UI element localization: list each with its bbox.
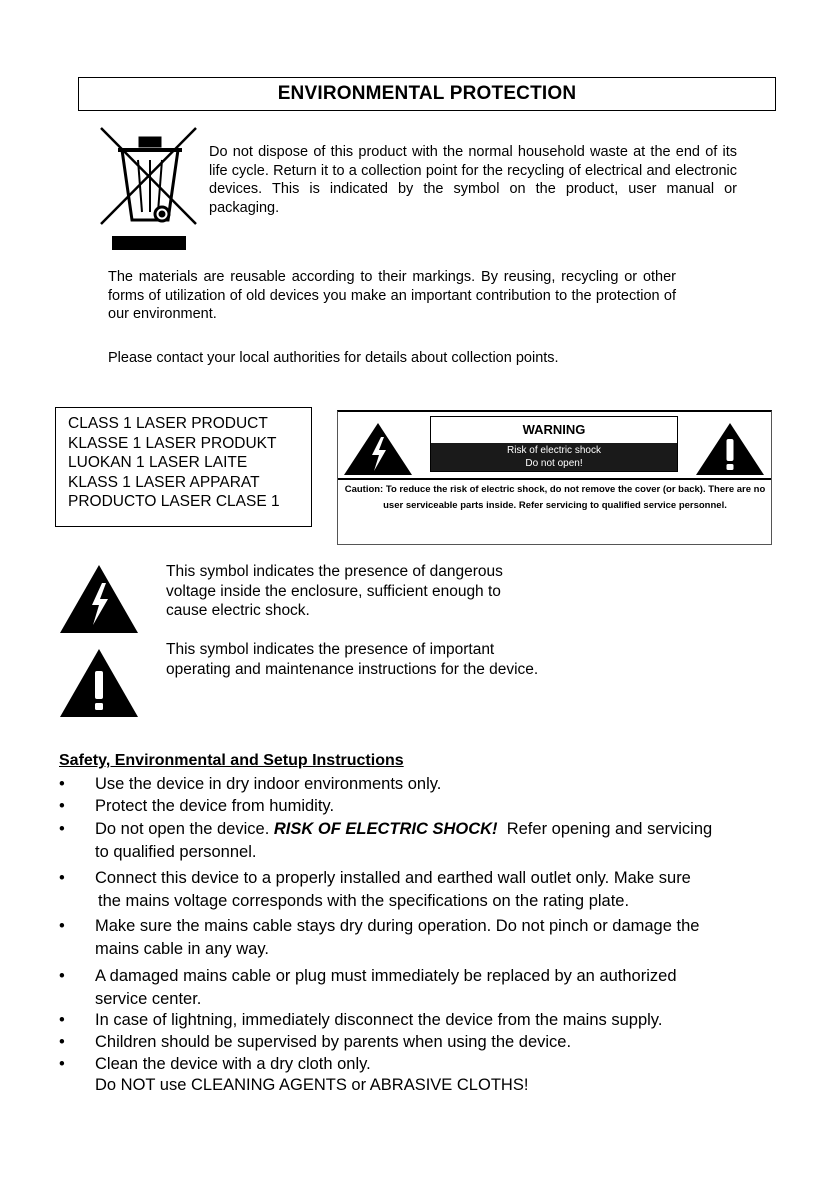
caution-text: Caution: To reduce the risk of electric shock, do not remove the cover (or back). There are no user serviceable parts inside. Refer servicing to qualified service personnel.	[344, 484, 766, 511]
bullet-point: •	[59, 1033, 65, 1051]
contact-paragraph: Please contact your local authorities for details about collection points.	[108, 350, 559, 366]
bullet-point: •	[59, 775, 65, 793]
list-item-text-continued: to qualified personnel.	[95, 843, 257, 861]
exclamation-warning-icon	[694, 421, 766, 477]
bullet-point: •	[59, 917, 65, 935]
lightning-warning-icon	[342, 421, 414, 477]
list-item-text: Use the device in dry indoor environments only.	[95, 775, 442, 793]
list-item-text-part: Do not open the device.	[95, 820, 274, 838]
laser-line: KLASS 1 LASER APPARAT	[68, 473, 260, 491]
list-item-text: Children should be supervised by parents when using the device.	[95, 1033, 572, 1051]
instructions-symbol-description: This symbol indicates the presence of important operating and maintenance instructions for the device.	[166, 641, 539, 678]
safety-heading: Safety, Environmental and Setup Instructions	[59, 752, 404, 769]
list-item-text: Make sure the mains cable stays dry during operation. Do not pinch or damage the	[95, 917, 700, 935]
list-item-text-part: Refer opening and servicing	[497, 820, 713, 838]
warning-label-box	[430, 416, 678, 472]
warning-title: WARNING	[431, 417, 677, 443]
bullet-point: •	[59, 1055, 65, 1073]
warning-label-header	[338, 412, 771, 480]
bullet-point: •	[59, 797, 65, 815]
warning-label	[337, 410, 772, 545]
list-item-text: Clean the device with a dry cloth only.	[95, 1055, 371, 1073]
crossed-out-bin-icon	[96, 124, 202, 252]
section-title-box	[78, 77, 776, 111]
list-item-text: Connect this device to a properly installed and earthed wall outlet only. Make sure	[95, 869, 691, 887]
list-item-text: In case of lightning, immediately disconnect the device from the mains supply.	[95, 1011, 663, 1029]
materials-paragraph: The materials are reusable according to their markings. By reusing, recycling or other forms of utilization of old devices you make an important contribution to the protection of our environment.	[108, 269, 676, 322]
laser-line: KLASSE 1 LASER PRODUKT	[68, 434, 277, 452]
list-item-text-continued: Do NOT use CLEANING AGENTS or ABRASIVE CLOTHS!	[95, 1076, 529, 1094]
list-item-text-continued: mains cable in any way.	[95, 940, 269, 958]
list-item-text: A damaged mains cable or plug must immediately be replaced by an authorized	[95, 967, 677, 985]
bullet-point: •	[59, 967, 65, 985]
exclamation-warning-icon	[58, 647, 140, 719]
warning-subtext	[431, 443, 677, 471]
laser-line: LUOKAN 1 LASER LAITE	[68, 454, 248, 471]
lightning-warning-icon	[58, 563, 140, 635]
bullet-point: •	[59, 869, 65, 887]
list-item-text: Protect the device from humidity.	[95, 797, 335, 815]
warning-line-2: Do not open!	[525, 457, 583, 469]
warning-line-1: Risk of electric shock	[507, 445, 601, 456]
voltage-symbol-description: This symbol indicates the presence of dangerous voltage inside the enclosure, sufficient enough to cause electric shock.	[166, 563, 503, 619]
bullet-point: •	[59, 1011, 65, 1029]
laser-line: PRODUCTO LASER CLASE 1	[68, 493, 280, 510]
list-item-text-continued: the mains voltage corresponds with the specifications on the rating plate.	[98, 892, 630, 910]
shock-warning-emphasis: RISK OF ELECTRIC SHOCK!	[273, 820, 498, 838]
disposal-notice: Do not dispose of this product with the normal household waste at the end of its life cycle. Return it to a collection point for the recycling of electrical and electronic devices. This is indicated by the symbol on the product, user manual or packaging.	[209, 144, 737, 216]
list-item-text-continued: service center.	[95, 990, 202, 1008]
bullet-point: •	[59, 820, 65, 838]
laser-class-label	[55, 407, 312, 527]
list-item-text	[95, 818, 712, 840]
laser-line: CLASS 1 LASER PRODUCT	[68, 415, 268, 432]
page-title: ENVIRONMENTAL PROTECTION	[277, 83, 577, 104]
